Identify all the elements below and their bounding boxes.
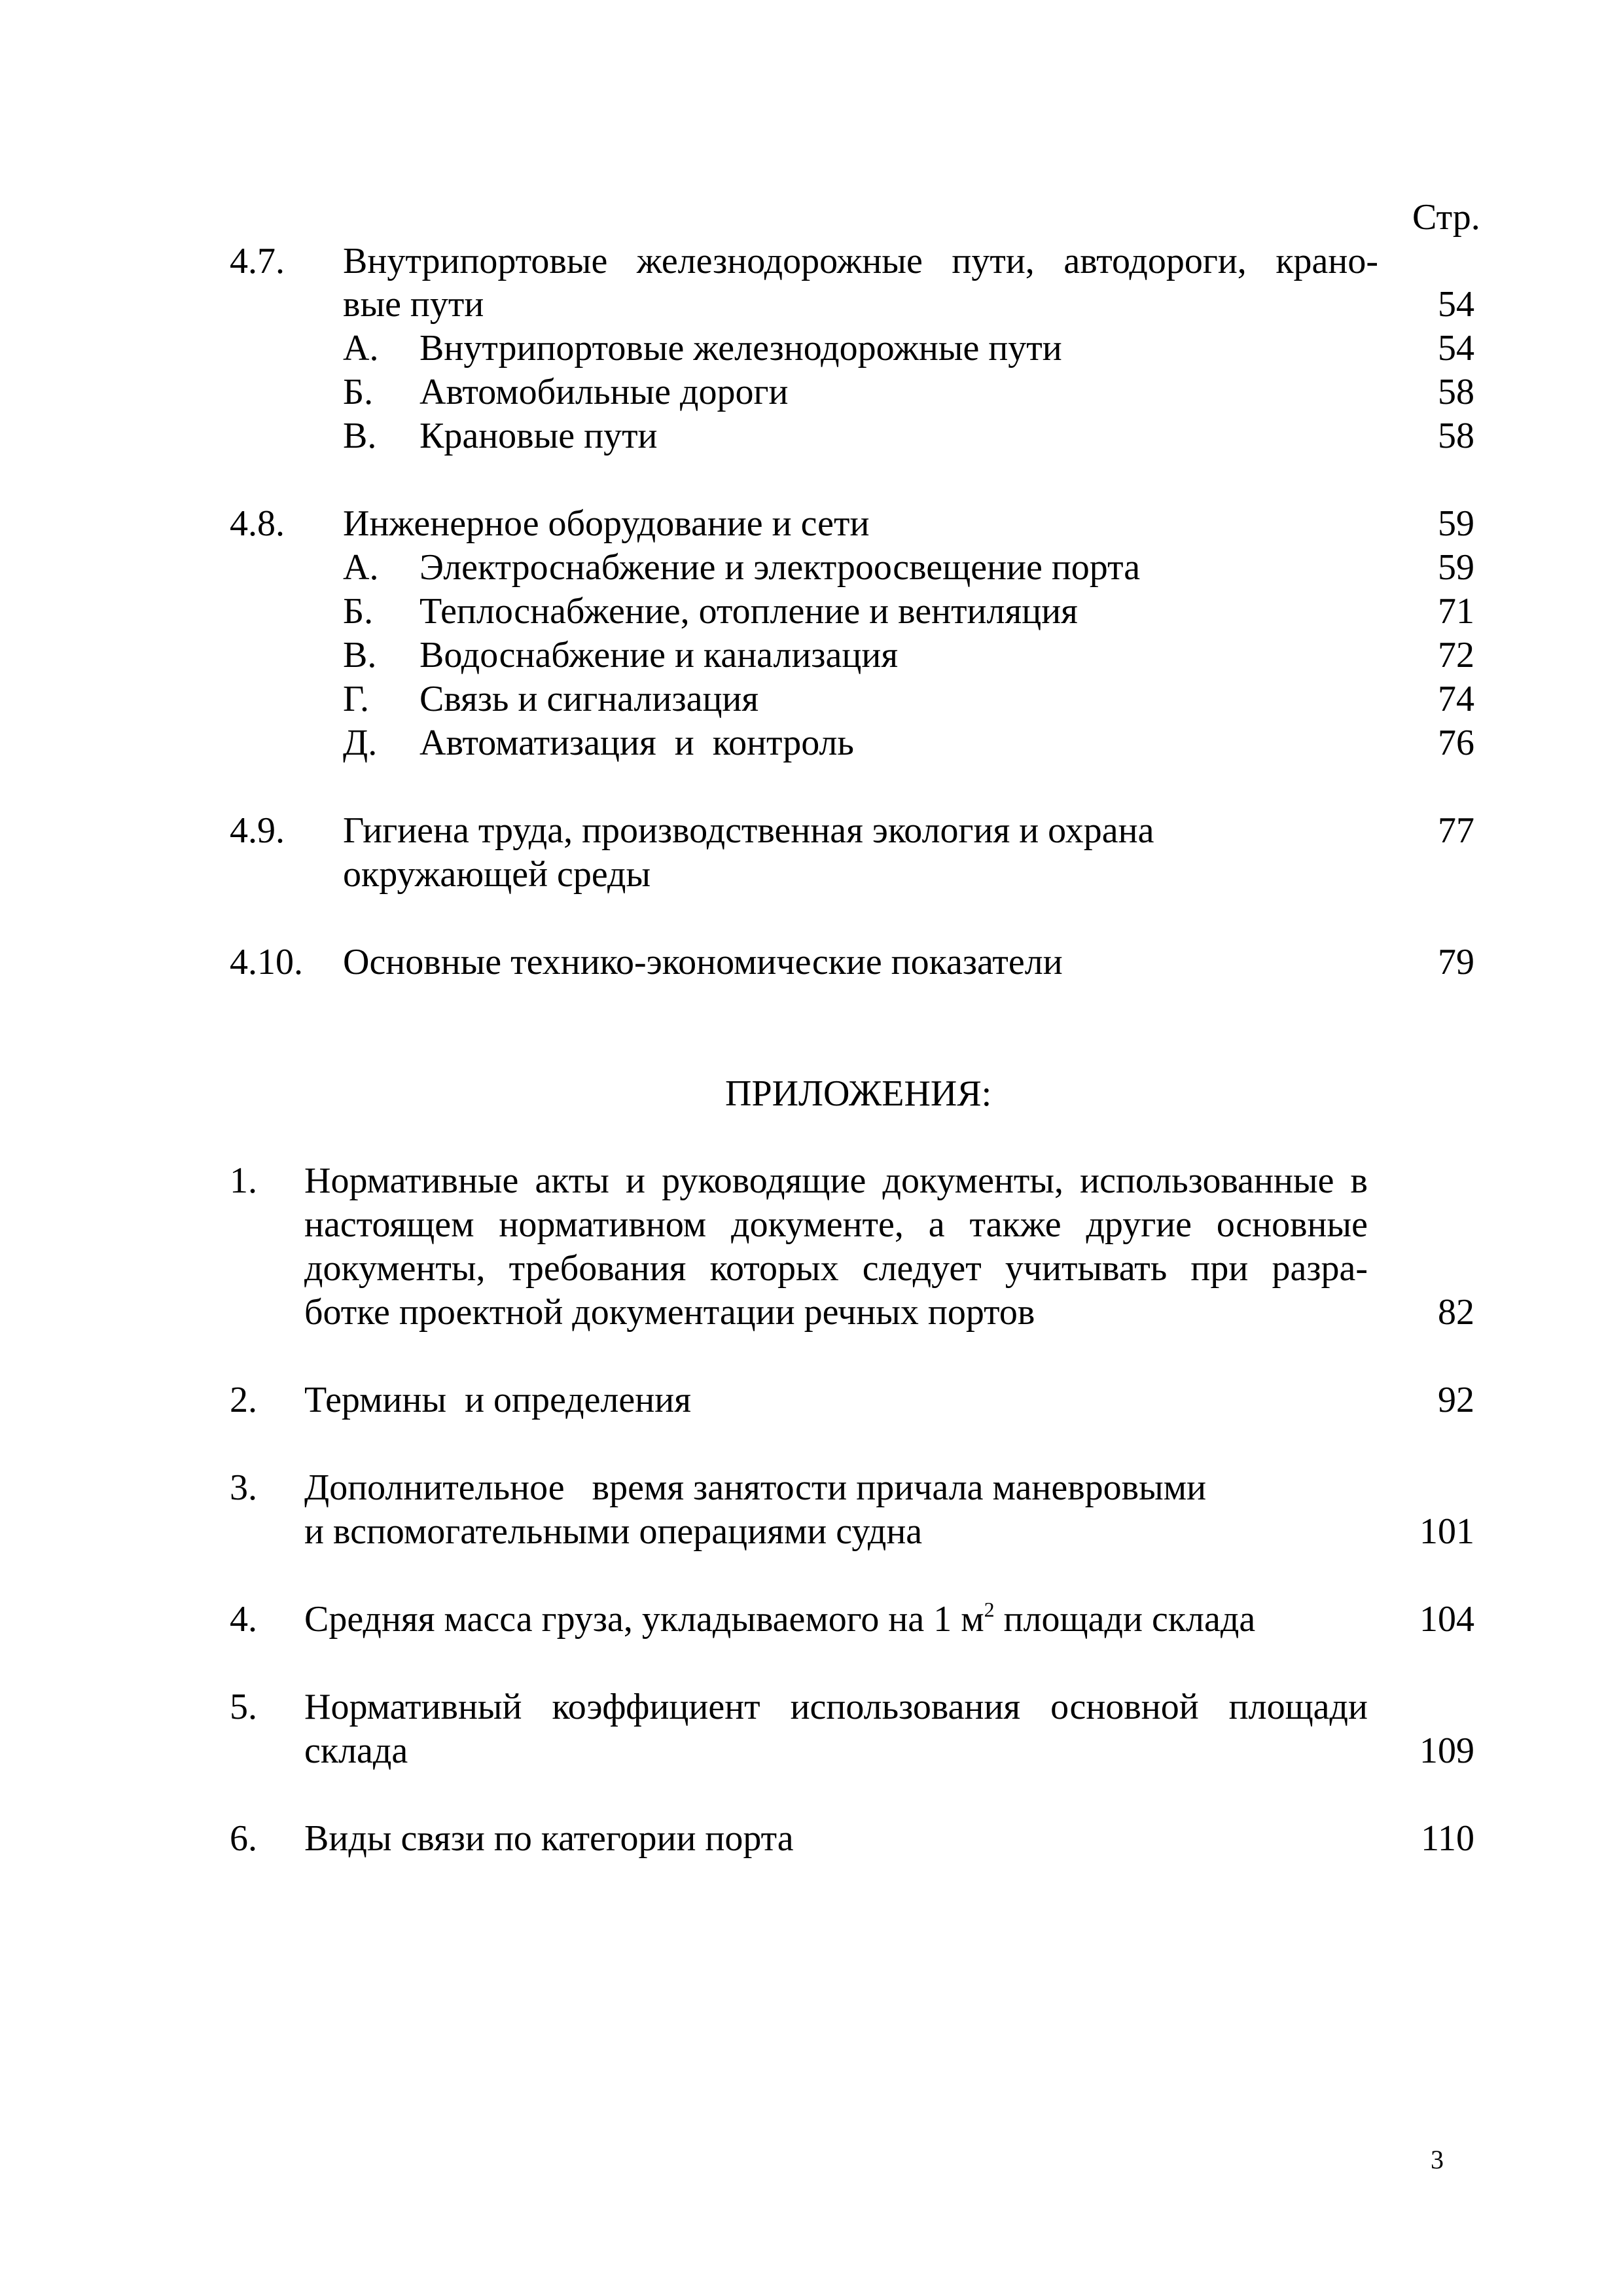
subsection-letter: Б. <box>343 372 374 412</box>
appendix-page: 110 <box>1421 1818 1474 1859</box>
subsection-page: 71 <box>1438 591 1474 632</box>
subsection-page: 76 <box>1438 723 1474 763</box>
subsection-letter: В. <box>343 416 377 456</box>
appendices-heading: ПРИЛОЖЕНИЯ: <box>725 1073 992 1114</box>
page-column-label: Стр. <box>1412 197 1480 238</box>
subsection-title: Автоматизация и контроль <box>419 723 854 763</box>
appendix-title-line: документы, требования которых следует учитывать при разра- <box>304 1248 1368 1289</box>
subsection-title: Водоснабжение и канализация <box>419 635 899 675</box>
subsection-page: 58 <box>1438 372 1474 412</box>
appendix-title-line: Нормативный коэффициент использования основной площади <box>304 1687 1368 1727</box>
section-page: 59 <box>1438 503 1474 544</box>
subsection-title: Связь и сигнализация <box>419 679 759 719</box>
appendix-number: 3. <box>230 1467 257 1508</box>
subsection-page: 59 <box>1438 547 1474 588</box>
section-title-continued: вые пути <box>343 284 484 325</box>
subsection-letter: А. <box>343 328 379 368</box>
subsection-letter: Д. <box>343 723 378 763</box>
appendix-title-line <box>304 1598 1256 1640</box>
appendix-page: 92 <box>1438 1380 1474 1420</box>
appendix-page: 104 <box>1419 1599 1474 1640</box>
appendix-page: 101 <box>1419 1511 1474 1552</box>
appendix-title-line: Виды связи по категории порта <box>304 1818 794 1859</box>
superscript: 2 <box>984 1598 995 1621</box>
subsection-letter: Б. <box>343 591 374 632</box>
appendix-number: 5. <box>230 1687 257 1727</box>
section-title: Основные технико-экономические показатели <box>343 942 1063 982</box>
appendix-number: 2. <box>230 1380 257 1420</box>
appendix-title-text: Средняя масса груза, укладываемого на 1 м <box>304 1599 984 1640</box>
subsection-letter: Г. <box>343 679 370 719</box>
section-title-continued: окружающей среды <box>343 854 651 895</box>
appendix-title-line: настоящем нормативном документе, а также другие основные <box>304 1204 1368 1245</box>
section-page: 77 <box>1438 810 1474 851</box>
appendix-title-line: ботке проектной документации речных портов <box>304 1292 1035 1333</box>
subsection-page: 58 <box>1438 416 1474 456</box>
subsection-title: Внутрипортовые железнодорожные пути <box>419 328 1062 368</box>
subsection-title: Крановые пути <box>419 416 658 456</box>
subsection-letter: В. <box>343 635 377 675</box>
section-title: Внутрипортовые железнодорожные пути, автодороги, крано- <box>343 241 1378 281</box>
subsection-page: 72 <box>1438 635 1474 675</box>
section-number: 4.7. <box>230 241 285 281</box>
appendix-title-line: склада <box>304 1731 408 1771</box>
subsection-page: 54 <box>1438 328 1474 368</box>
subsection-title: Электроснабжение и электроосвещение порта <box>419 547 1141 588</box>
subsection-title: Теплоснабжение, отопление и вентиляция <box>419 591 1078 632</box>
page-number: 3 <box>1431 2145 1444 2174</box>
appendix-number: 4. <box>230 1599 257 1640</box>
section-number: 4.8. <box>230 503 285 544</box>
appendix-page: 82 <box>1438 1292 1474 1333</box>
appendix-number: 6. <box>230 1818 257 1859</box>
section-page: 54 <box>1438 284 1474 325</box>
subsection-letter: А. <box>343 547 379 588</box>
appendix-title-text-after: площади склада <box>994 1599 1256 1640</box>
appendix-title-line: Дополнительное время занятости причала маневровыми <box>304 1467 1207 1508</box>
section-title: Гигиена труда, производственная экология и охрана <box>343 810 1154 851</box>
appendix-title-line: Термины и определения <box>304 1380 691 1420</box>
appendix-title-line: Нормативные акты и руководящие документы, использованные в <box>304 1160 1368 1201</box>
appendix-number: 1. <box>230 1160 257 1201</box>
subsection-page: 74 <box>1438 679 1474 719</box>
appendix-title-line: и вспомогательными операциями судна <box>304 1511 923 1552</box>
section-page: 79 <box>1438 942 1474 982</box>
section-number: 4.9. <box>230 810 285 851</box>
section-number: 4.10. <box>230 942 303 982</box>
subsection-title: Автомобильные дороги <box>419 372 789 412</box>
appendix-page: 109 <box>1419 1731 1474 1771</box>
section-title: Инженерное оборудование и сети <box>343 503 870 544</box>
